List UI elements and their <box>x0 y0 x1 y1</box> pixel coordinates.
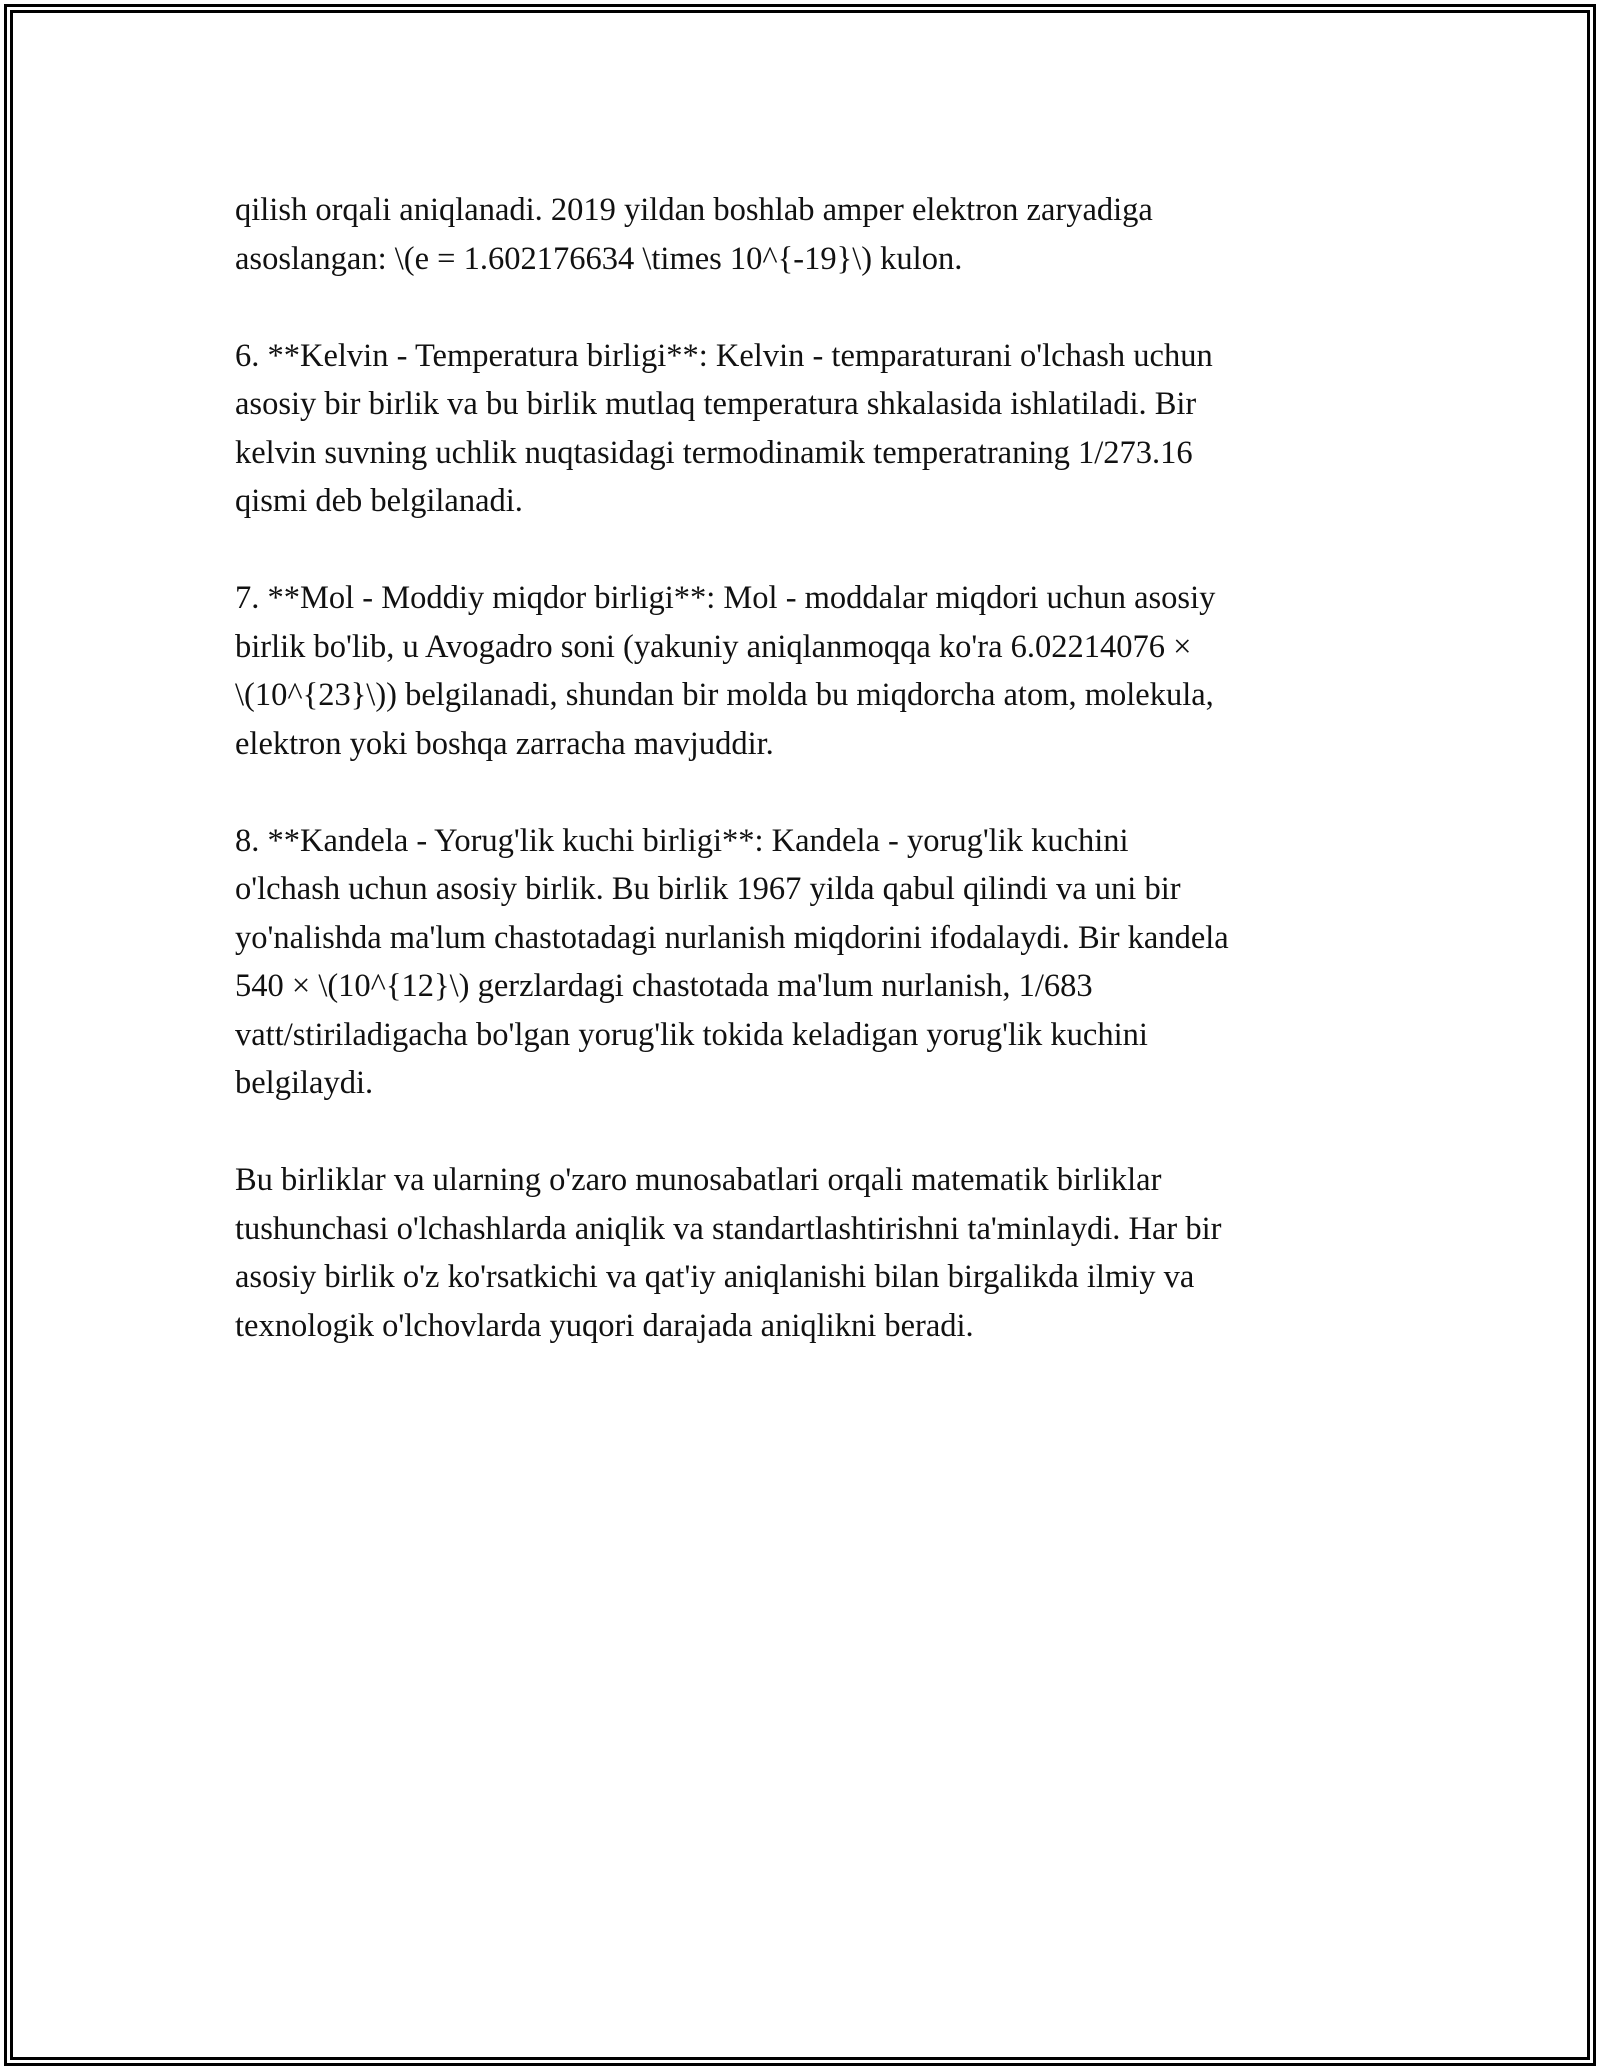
text-line: asosiy birlik o'z ko'rsatkichi va qat'iy aniqlanishi bilan birgalikda ilmiy va <box>235 1259 1195 1295</box>
paragraph-mol <box>235 574 1375 768</box>
paragraph-ampere-continuation <box>235 186 1375 283</box>
text-line: kelvin suvning uchlik nuqtasidagi termodinamik temperatraning 1/273.16 <box>235 434 1193 471</box>
text-line: qismi deb belgilanadi. <box>235 483 523 519</box>
text-line: vatt/stiriladigacha bo'lgan yorug'lik tokida keladigan yorug'lik kuchini <box>235 1016 1148 1053</box>
paragraph-kelvin <box>235 332 1375 526</box>
text-line: texnologik o'lchovlarda yuqori darajada aniqlikni beradi. <box>235 1307 974 1344</box>
paragraph-conclusion <box>235 1156 1375 1350</box>
text-line: 6. **Kelvin - Temperatura birligi**: Kelvin - temparaturani o'lchash uchun <box>235 337 1213 374</box>
text-line: tushunchasi o'lchashlarda aniqlik va standartlashtirishni ta'minlaydi. Har bir <box>235 1210 1222 1247</box>
text-line: birlik bo'lib, u Avogadro soni (yakuniy aniqlanmoqqa ko'ra 6.02214076 × <box>235 628 1192 665</box>
paragraph-kandela <box>235 817 1375 1108</box>
text-line: qilish orqali aniqlanadi. 2019 yildan boshlab amper elektron zaryadiga <box>235 192 1153 228</box>
text-line: asosiy bir birlik va bu birlik mutlaq temperatura shkalasida ishlatiladi. Bir <box>235 386 1197 422</box>
text-line: elektron yoki boshqa zarracha mavjuddir. <box>235 725 774 762</box>
text-line: 8. **Kandela - Yorug'lik kuchi birligi**: Kandela - yorug'lik kuchini <box>235 822 1129 859</box>
text-line: 540 × \(10^{12}\) gerzlardagi chastotada ma'lum nurlanish, 1/683 <box>235 968 1093 1004</box>
text-line: asoslangan: \(e = 1.602176634 \times 10^{-19}\) kulon. <box>235 240 963 277</box>
text-line: 7. **Mol - Moddiy miqdor birligi**: Mol - moddalar miqdori uchun asosiy <box>235 580 1216 616</box>
text-line: yo'nalishda ma'lum chastotadagi nurlanish miqdorini ifodalaydi. Bir kandela <box>235 919 1229 956</box>
text-line: o'lchash uchun asosiy birlik. Bu birlik 1967 yilda qabul qilindi va uni bir <box>235 871 1181 907</box>
document-body <box>235 186 1375 1399</box>
text-line: belgilaydi. <box>235 1065 374 1101</box>
text-line: Bu birliklar va ularning o'zaro munosabatlari orqali matematik birliklar <box>235 1162 1162 1198</box>
text-line: \(10^{23}\)) belgilanadi, shundan bir molda bu miqdorcha atom, molekula, <box>235 677 1214 713</box>
